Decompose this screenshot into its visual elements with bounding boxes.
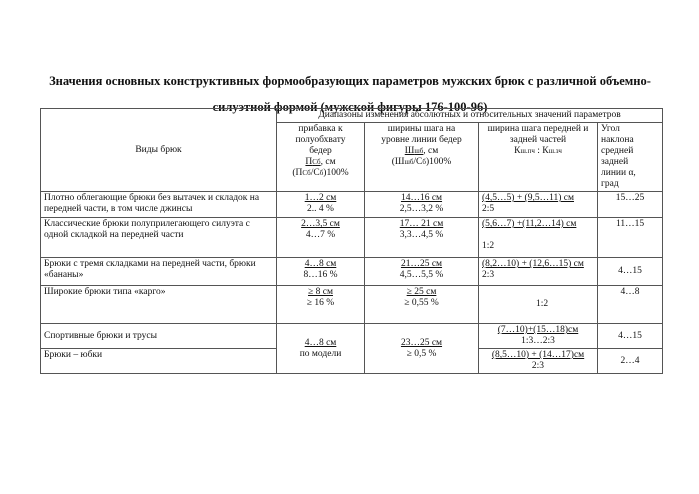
cell-param-1: 2…3,5 см 4…7 % — [277, 218, 365, 258]
row-name: Плотно облегающие брюки без вытачек и складок на передней части, в том числе джинсы — [41, 192, 277, 218]
title-line-1: Значения основных конструктивных формообразующих параметров мужских брюк с различной объемно- — [49, 74, 651, 88]
cell-param-4: 4…8 — [598, 286, 663, 324]
cell-param-3: (8,5…10) + (14…17)см 2:3 — [479, 349, 598, 374]
table-row — [41, 324, 663, 349]
cell-param-1: 4…8 см по модели — [277, 324, 365, 374]
row-name: Широкие брюки типа «карго» — [41, 286, 277, 324]
row-name: Брюки с тремя складками на передней части, брюки «бананы» — [41, 258, 277, 286]
cell-param-1: 1…2 см 2.. 4 % — [277, 192, 365, 218]
cell-param-2: 14…16 см 2,5…3,2 % — [365, 192, 479, 218]
table-row — [41, 258, 663, 286]
row-name: Классические брюки полуприлегающего силуэта с одной складкой на передней части — [41, 218, 277, 258]
header-param-4: Угол наклона средней задней линии α, град — [598, 123, 663, 192]
cell-param-4: 11…15 — [598, 218, 663, 258]
header-param-2: ширины шага на уровне линии бедер Шшб, см (Шшб/Сб)100% — [365, 123, 479, 192]
title-line-2: силуэтной формой (мужской фигуры 176-100-96) — [212, 100, 488, 114]
cell-param-4: 15…25 — [598, 192, 663, 218]
cell-param-3: (5,6…7) +(11,2…14) см 1:2 — [479, 218, 598, 258]
header-ranges: Диапазоны изменения абсолютных и относительных значений параметров — [277, 109, 663, 123]
cell-param-3: (4,5…5) + (9,5…11) см 2:5 — [479, 192, 598, 218]
cell-param-3: (7…10)+(15…18)см 1:3…2:3 — [479, 324, 598, 349]
cell-param-1: 4…8 см 8…16 % — [277, 258, 365, 286]
cell-param-4: 4…15 — [598, 324, 663, 349]
cell-param-2: 23…25 см ≥ 0,5 % — [365, 324, 479, 374]
header-param-1: прибавка к полуобхвату бедер ПСб, см (ПСб/Сб)100% — [277, 123, 365, 192]
cell-param-4: 4…15 — [598, 258, 663, 286]
row-name: Спортивные брюки и трусы — [41, 324, 277, 349]
header-param-3: ширина шага передней и задней частей Кш.пч : Кш.зч — [479, 123, 598, 192]
cell-param-2: ≥ 25 см ≥ 0,55 % — [365, 286, 479, 324]
cell-param-1: ≥ 8 см ≥ 16 % — [277, 286, 365, 324]
cell-param-2: 21…25 см 4,5…5,5 % — [365, 258, 479, 286]
cell-param-2: 17… 21 см 3,3…4,5 % — [365, 218, 479, 258]
cell-param-3: 1:2 — [479, 286, 598, 324]
table-row — [41, 286, 663, 324]
header-types: Виды брюк — [41, 109, 277, 192]
cell-param-4: 2…4 — [598, 349, 663, 374]
cell-param-3: (8,2…10) + (12,6…15) см 2:3 — [479, 258, 598, 286]
parameters-table — [40, 108, 663, 374]
table-row — [41, 192, 663, 218]
row-name: Брюки – юбки — [41, 349, 277, 374]
table-row — [41, 218, 663, 258]
